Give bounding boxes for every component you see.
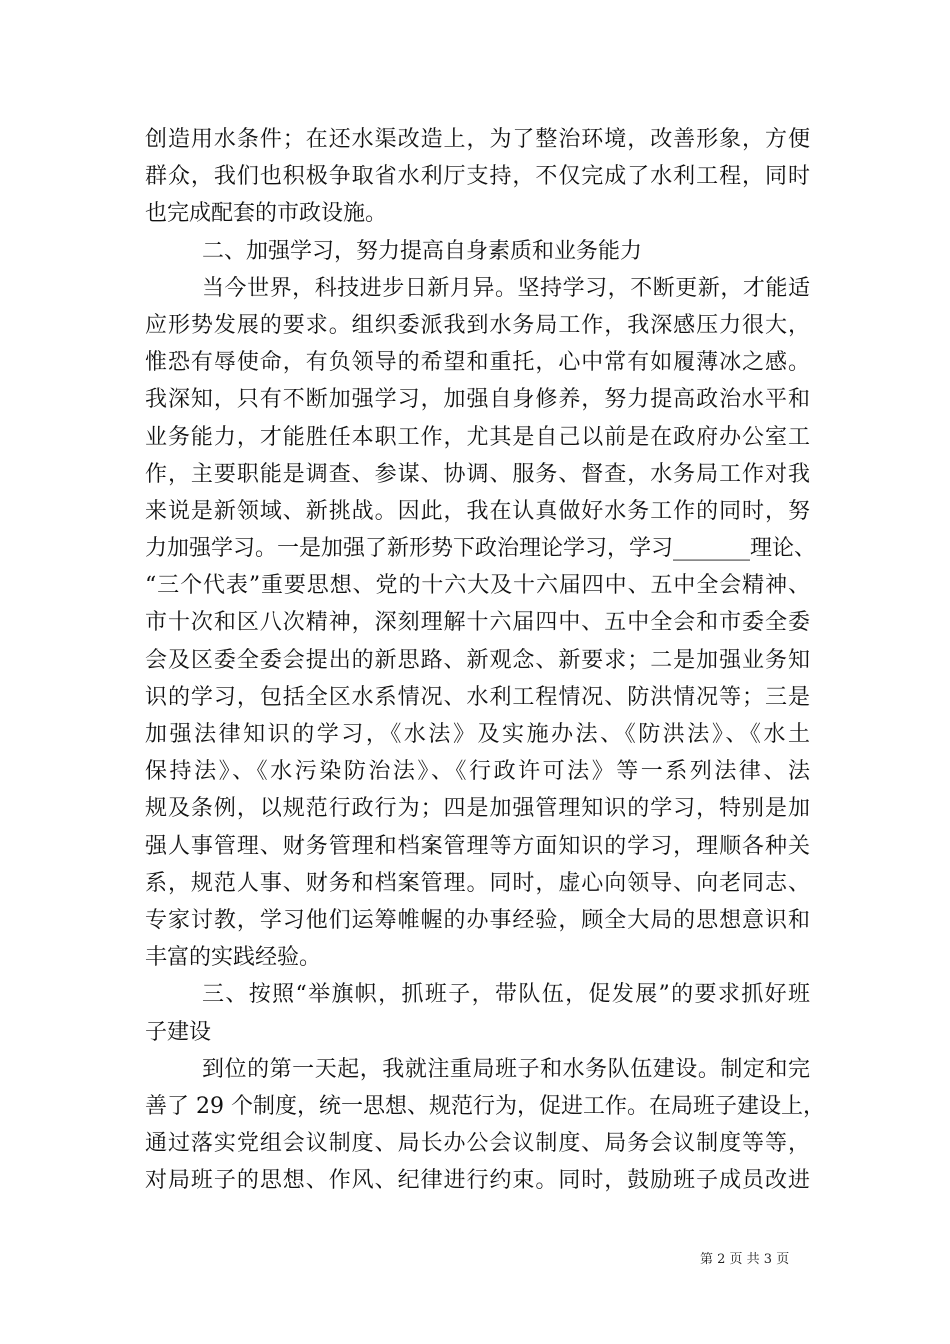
text-line: 我深知，只有不断加强学习，加强自身修养，努力提高政治水平和	[145, 387, 810, 413]
text-line: 来说是新领域、新挑战。因此，我在认真做好水务工作的同时，努	[145, 498, 810, 524]
text-line: 业务能力，才能胜任本职工作，尤其是自己以前是在政府办公室工	[145, 424, 810, 450]
text-line: 市十次和区八次精神，深刻理解十六届四中、五中全会和市委全委	[145, 610, 810, 636]
text-line: 二、加强学习，努力提高自身素质和业务能力	[202, 238, 643, 264]
text-line: 规及条例，以规范行政行为；四是加强管理知识的学习，特别是加	[145, 796, 810, 822]
text-line: 通过落实党组会议制度、局长办公会议制度、局务会议制度等等，	[145, 1131, 810, 1157]
text-line: 当今世界，科技进步日新月异。坚持学习，不断更新，才能适	[202, 275, 810, 301]
text-line: 子建设	[145, 1019, 212, 1045]
text-line: 加强法律知识的学习，《水法》及实施办法、《防洪法》、《水土	[145, 722, 810, 747]
text-line: 强人事管理、财务管理和档案管理等方面知识的学习，理顺各种关	[145, 833, 810, 859]
text-line: 群众，我们也积极争取省水利厅支持，不仅完成了水利工程，同时	[145, 164, 810, 190]
text-line: 应形势发展的要求。组织委派我到水务局工作，我深感压力很大，	[145, 312, 810, 338]
text-line: 作，主要职能是调查、参谋、协调、服务、督查，水务局工作对我	[145, 461, 810, 487]
text-line: 专家讨教，学习他们运筹帷幄的办事经验，顾全大局的思想意识和	[145, 907, 810, 933]
text-line: 也完成配套的市政设施。	[145, 201, 388, 227]
text-line: 创造用水条件；在还水渠改造上，为了整治环境，改善形象，方便	[145, 127, 810, 152]
text-line: 丰富的实践经验。	[145, 945, 322, 971]
text-line: “三个代表”重要思想、党的十六大及十六届四中、五中全会精神、	[145, 573, 810, 599]
text-line: 识的学习，包括全区水系情况、水利工程情况、防洪情况等；三是	[145, 684, 810, 710]
text-line: 会及区委全委会提出的新思路、新观念、新要求；二是加强业务知	[145, 647, 810, 673]
text-line: 力加强学习。一是加强了新形势下政治理论学习，学习_______理论、	[145, 536, 817, 562]
page-number-footer: 第 2 页 共 3 页	[700, 1252, 790, 1267]
text-line: 三、按照“举旗帜，抓班子，带队伍，促发展”的要求抓好班	[202, 982, 810, 1008]
document-body	[145, 121, 825, 1199]
text-line: 保持法》、《水污染防治法》、《行政许可法》等一系列法律、法	[145, 759, 810, 785]
text-line: 惟恐有辱使命，有负领导的希望和重托，心中常有如履薄冰之感。	[145, 350, 810, 376]
text-line: 到位的第一天起，我就注重局班子和水务队伍建设。制定和完	[202, 1056, 810, 1082]
text-line: 系，规范人事、财务和档案管理。同时，虚心向领导、向老同志、	[145, 870, 810, 896]
text-line: 善了 29 个制度，统一思想、规范行为，促进工作。在局班子建设上，	[145, 1093, 825, 1119]
text-line: 对局班子的思想、作风、纪律进行约束。同时，鼓励班子成员改进	[145, 1168, 810, 1194]
